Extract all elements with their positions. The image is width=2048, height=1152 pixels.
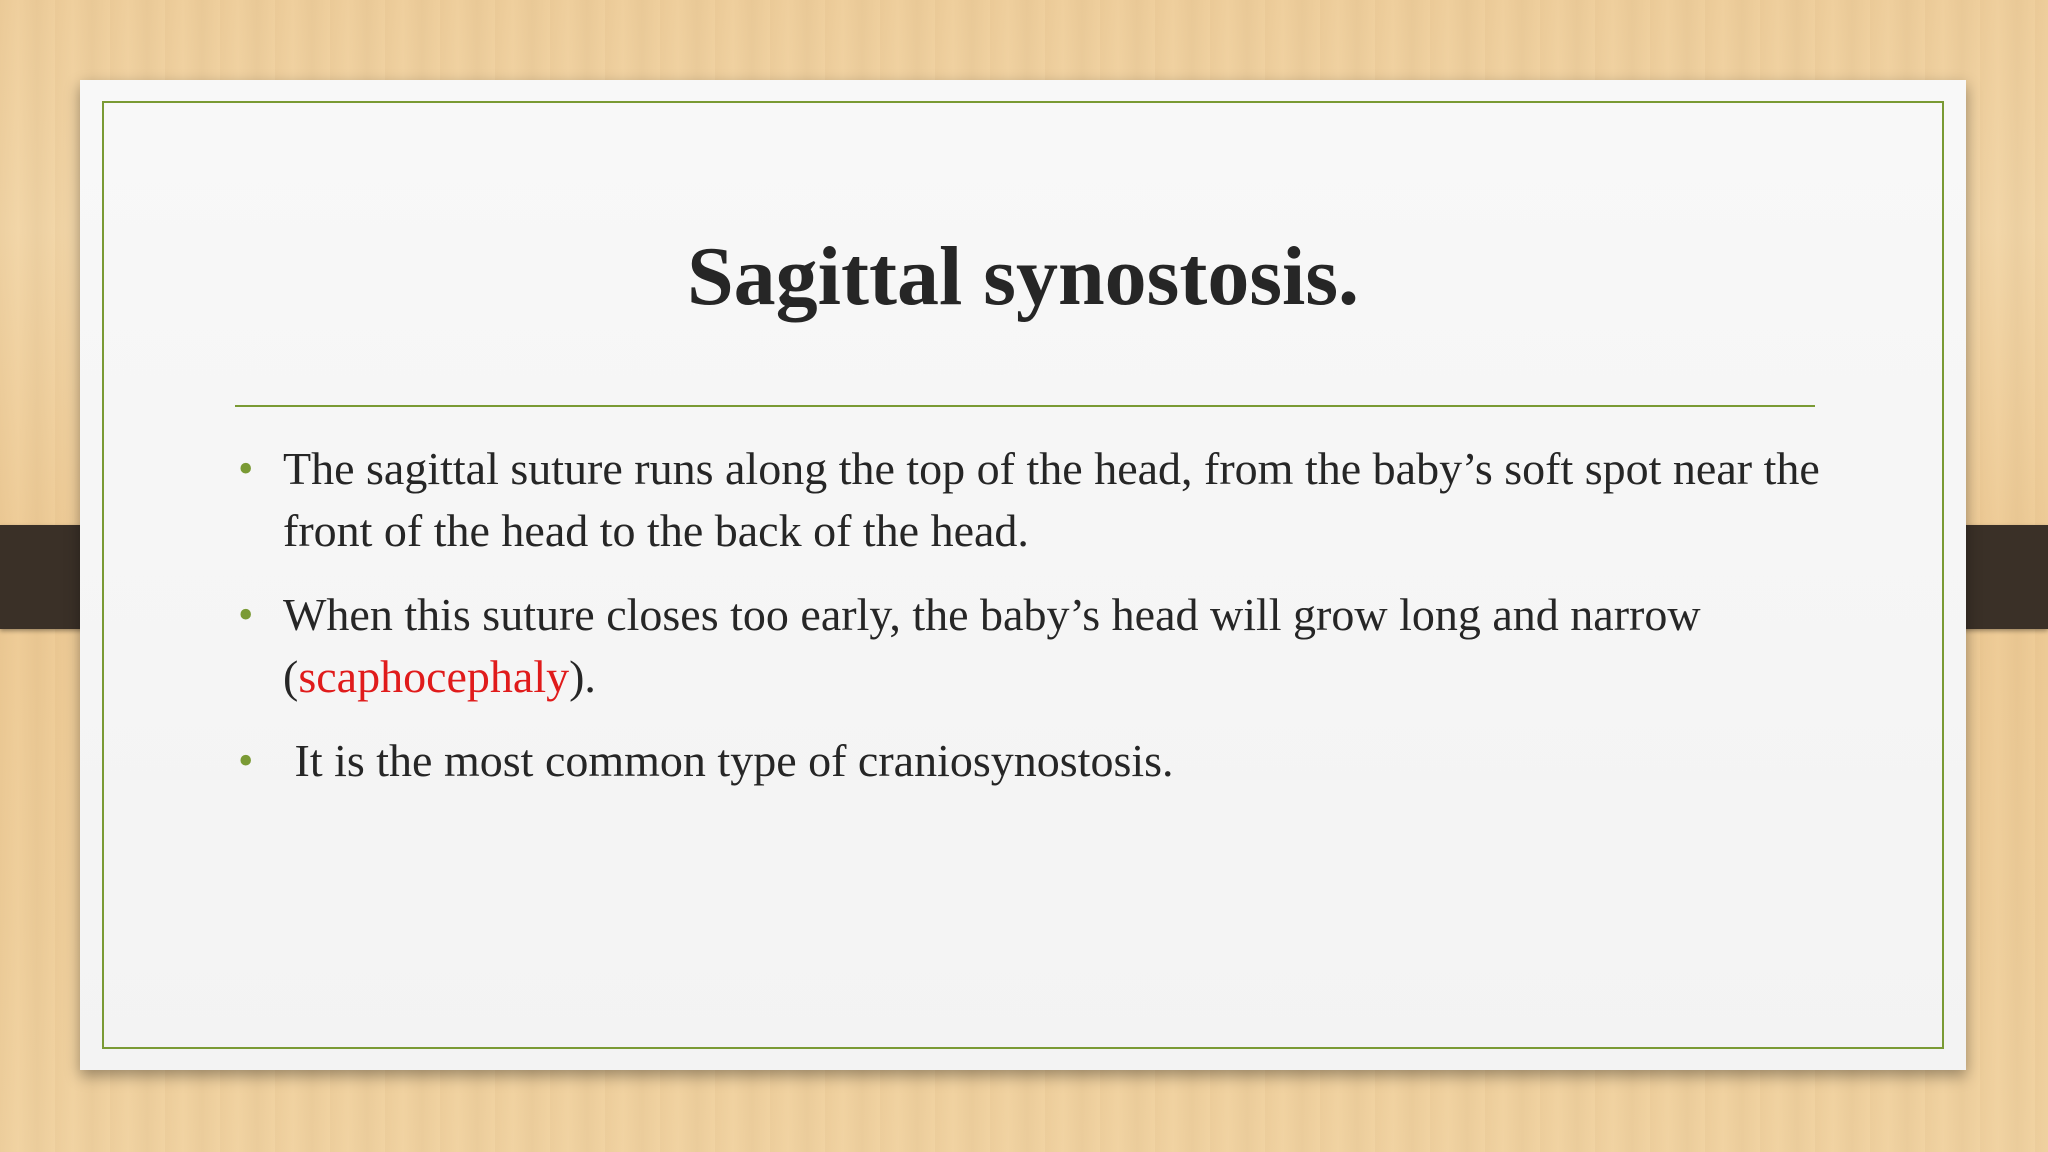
slide [80, 80, 1966, 1070]
bullet-text: The sagittal suture runs along the top of the head, from the baby’s soft spot near the front of the head to the back of the head. [283, 443, 1820, 556]
bullet-item [235, 438, 1835, 562]
bullet-text: It is the most common type of craniosynostosis. [283, 735, 1174, 786]
bullet-list [235, 438, 1835, 814]
slide-title: Sagittal synostosis. [686, 230, 1360, 323]
bullet-text-after: ). [569, 651, 596, 702]
bullet-item [235, 584, 1835, 708]
bullet-text-before: When this suture closes too early, the baby’s head will grow long and narrow ( [283, 589, 1701, 702]
bullet-icon: • [238, 444, 254, 493]
bullet-icon: • [238, 736, 254, 785]
bullet-icon: • [238, 590, 254, 639]
title-divider [235, 405, 1815, 407]
bullet-item [235, 730, 1835, 792]
highlighted-term: scaphocephaly [298, 651, 570, 702]
